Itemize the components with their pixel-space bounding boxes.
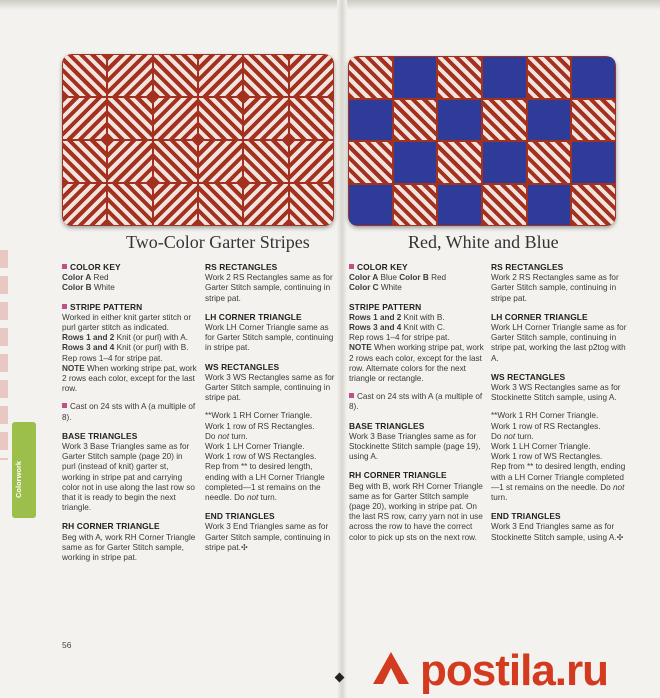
knit-block bbox=[154, 184, 197, 225]
knit-block bbox=[438, 57, 481, 98]
knit-block bbox=[154, 141, 197, 182]
knit-block bbox=[244, 55, 287, 96]
section-title: STRIPE PATTERN bbox=[62, 302, 142, 312]
book-gutter bbox=[337, 0, 347, 698]
knit-block bbox=[63, 55, 106, 96]
knit-block bbox=[528, 142, 571, 183]
knit-block bbox=[483, 57, 526, 98]
bullet-icon bbox=[349, 393, 354, 398]
knit-block bbox=[108, 184, 151, 225]
knit-block bbox=[108, 141, 151, 182]
bullet-icon bbox=[62, 264, 67, 269]
knit-block bbox=[349, 142, 392, 183]
page-shadow bbox=[0, 0, 660, 10]
knit-block bbox=[572, 57, 615, 98]
knit-block bbox=[438, 100, 481, 141]
knit-block bbox=[572, 185, 615, 226]
knit-block bbox=[528, 57, 571, 98]
knit-block bbox=[63, 184, 106, 225]
knit-block bbox=[108, 98, 151, 139]
knit-block bbox=[290, 141, 333, 182]
knit-block bbox=[572, 142, 615, 183]
heading-right: Red, White and Blue bbox=[408, 232, 559, 252]
knit-block bbox=[483, 100, 526, 141]
knit-block bbox=[438, 142, 481, 183]
bullet-icon bbox=[62, 403, 67, 408]
knit-block bbox=[244, 98, 287, 139]
knit-block bbox=[199, 141, 242, 182]
knit-block bbox=[290, 98, 333, 139]
knit-block bbox=[394, 142, 437, 183]
chapter-tab: Colorwork bbox=[12, 422, 36, 518]
knit-block bbox=[528, 100, 571, 141]
knit-block bbox=[244, 184, 287, 225]
knit-block bbox=[290, 55, 333, 96]
knit-block bbox=[528, 185, 571, 226]
knit-block bbox=[63, 98, 106, 139]
knit-block bbox=[349, 185, 392, 226]
page-number: 56 bbox=[62, 640, 72, 650]
knit-block bbox=[108, 55, 151, 96]
knit-block bbox=[199, 55, 242, 96]
knit-block bbox=[199, 98, 242, 139]
knit-block bbox=[438, 185, 481, 226]
column-left-1: COLOR KEY Color A Red Color B White STRIPE PATTERN Worked in either knit garter stitch or purl garter stitch as indicated. Rows 1 and 2 Knit (or purl) with A. Rows 3 and 4 Knit (or purl) with B. Rep rows 1–4 for stripe pat. NOTE When working stripe pat, work 2 rows each color, except for the last row. Cast on 24 sts with A (a multiple of 8). BASE TRIANGLES Work 3 Base Triangles same as for Garter Stitch sample (page 20) in purl (instead of knit) garter st, working in stripe pat and carrying color not in use along the last row so that it is ready to begin the next triangle. RH CORNER TRIANGLE Beg with A, work RH Corner Triangle same as for Garter Stitch sample, working in stripe pat. bbox=[62, 262, 197, 563]
watermark-logo-icon bbox=[369, 648, 413, 688]
knit-block bbox=[244, 141, 287, 182]
heading-left: Two-Color Garter Stripes bbox=[126, 232, 310, 252]
edge-stripes bbox=[0, 250, 8, 460]
fleuron-icon: ✣ bbox=[240, 542, 248, 552]
knit-block bbox=[394, 57, 437, 98]
bullet-icon bbox=[62, 304, 67, 309]
knit-block bbox=[199, 184, 242, 225]
column-left-2: RS RECTANGLES Work 2 RS Rectangles same as for Garter Stitch sample, continuing in stripe pat. LH CORNER TRIANGLE Work LH Corner Triangle same as for Garter Stitch sample, continuing in stripe pat. WS RECTANGLES Work 3 WS Rectangles same as for Garter Stitch sample, continuing in stripe pat. **Work 1 RH Corner Triangle. Work 1 row of RS Rectangles. Do not turn. Work 1 LH Corner Triangle. Work 1 row of WS Rectangles. Rep from ** to desired length, ending with a LH Corner Triangle completed—1 st remains on the needle. Do not turn. END TRIANGLES Work 3 End Triangles same as for Garter Stitch sample, continuing in stripe pat.✣ bbox=[205, 262, 335, 552]
knit-block bbox=[154, 98, 197, 139]
section-title: COLOR KEY bbox=[62, 262, 121, 272]
knit-block bbox=[572, 100, 615, 141]
knit-block bbox=[483, 185, 526, 226]
column-right-2: RS RECTANGLES Work 2 RS Rectangles same as for Garter Stitch sample, continuing in stripe pat. LH CORNER TRIANGLE Work LH Corner Triangle same as for Garter Stitch sample, continuing in stripe pat, working the last p2tog with A. WS RECTANGLES Work 3 WS Rectangles same as for Stockinette Stitch sample, using A. **Work 1 RH Corner Triangle. Work 1 row of RS Rectangles. Do not turn. Work 1 LH Corner Triangle. Work 1 row of WS Rectangles. Rep from ** to desired length, ending with a LH Corner Triangle completed—1 st remains on the needle. Do not turn. END TRIANGLES Work 3 End Triangles same as for Stockinette Stitch sample, using A.✣ bbox=[491, 262, 627, 542]
knit-block bbox=[483, 142, 526, 183]
knit-block bbox=[349, 57, 392, 98]
watermark-text: postila.ru bbox=[420, 646, 609, 695]
knit-block bbox=[154, 55, 197, 96]
bullet-icon bbox=[349, 264, 354, 269]
swatch-two-color-garter-stripes bbox=[62, 54, 334, 226]
knit-block bbox=[394, 100, 437, 141]
swatch-red-white-blue bbox=[348, 56, 616, 226]
knit-block bbox=[349, 100, 392, 141]
column-right-1: COLOR KEY Color A Blue Color B Red Color C White STRIPE PATTERN Rows 1 and 2 Knit with B. Rows 3 and 4 Knit with C. Rep rows 1–4 for stripe pat. NOTE When working stripe pat, work 2 rows each color, except for the last row. Alternate colors for the next triangle or rectangle. Cast on 24 sts with A (a multiple of 8). BASE TRIANGLES Work 3 Base Triangles same as for Stockinette Stitch sample (page 19), using A. RH CORNER TRIANGLE Beg with B, work RH Corner Triangle same as for Garter Stitch sample (page 20), working in stripe pat. On the last RS row, carry yarn not in use across the row to have the correct color to pick up sts on the next row. bbox=[349, 262, 484, 542]
knit-block bbox=[63, 141, 106, 182]
fleuron-icon: ✣ bbox=[616, 532, 624, 542]
knit-block bbox=[394, 185, 437, 226]
knit-block bbox=[290, 184, 333, 225]
